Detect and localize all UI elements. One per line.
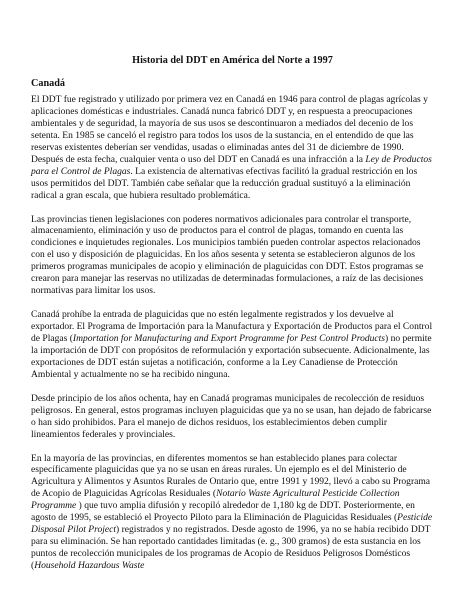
paragraph: [31, 309, 435, 381]
text-run: ) registrados y no registrados. Desde agosto de 1996, ya no se había recibido DDT para su eliminación. Se han reportado cantidades limitadas (e. g., 300 gramos) de esta sustancia en los puntos de recolección municipales de los programas de Acopio de Residuos Peligrosos Domésticos (: [31, 524, 431, 572]
paragraph: [31, 214, 435, 298]
italic-text-run: Notario Waste Agricultural Pesticide Collection Programme: [31, 488, 400, 512]
body-text: [31, 94, 435, 572]
text-run: ) que tuvo amplia difusión y recopiló alrededor de 1,180 kg de DDT. Posteriormente, en agosto de 1995, se estableció el Proyecto Piloto para la Eliminación de Plaguicidas Residuales (: [31, 500, 415, 524]
text-run: . La existencia de alternativas efectivas facilitó la gradual restricción en los usos permitidos del DDT. También cabe señalar que la reducción gradual sustituyó a la eliminación radical a gran escala, que hubiera resultado problemática.: [31, 165, 418, 201]
paragraph: [31, 393, 435, 441]
text-run: Desde principio de los años ochenta, hay en Canadá programas municipales de recolección de residuos peligrosos. En general, estos programas incluyen plaguicidas que ya no se usan, han dejado de fabricarse o han sido prohibidos. Para el manejo de dichos residuos, los establecimientos deben cumplir lineamientos federales y provinciales.: [31, 392, 432, 440]
text-run: ) no permite la importación de DDT con propósitos de reformulación y exportación subsecuente. Adicionalmente, las exportaciones de DDT están sujetas a notificación, conforme a la Ley Canadiense de Protección Ambiental y actualmente no se ha recibido ninguna.: [31, 333, 432, 380]
italic-text-run: Pesticide Disposal Pilot Project: [31, 512, 433, 536]
text-run: En la mayoría de las provincias, en diferentes momentos se han establecido planes para colectar específicamente plaguicidas que ya no se usan en áreas rurales. Un ejemplo es el del Ministerio de Agricultura y Alimentos y Asuntos Rurales de Ontario que, entre 1991 y 1992, llevó a cabo su Programa de Acopio de Plaguicidas Agrícolas Residuales (: [31, 452, 431, 500]
italic-text-run: Household Hazardous Waste: [34, 560, 145, 572]
paragraph: [31, 453, 435, 573]
paragraph: [31, 94, 435, 202]
text-run: El DDT fue registrado y utilizado por primera vez en Canadá en 1946 para control de plagas agrícolas y aplicaciones domésticas e industriales. Canadá nunca fabricó DDT y, en respuesta a preocupaciones ambientales y de seguridad, la mayoría de sus usos se descontinuaron a mediados del decenio de los setenta. En 1985 se canceló el registro para todos los usos de la sustancia, en el entendido de que las reservas existentes deberían ser vendidas, usadas o eliminadas antes del 31 de diciembre de 1990. Después de esta fecha, cualquier venta o uso del DDT en Canadá es una infracción a la: [31, 94, 428, 165]
italic-text-run: Ley de Productos para el Control de Plagas: [31, 153, 432, 177]
text-run: Las provincias tienen legislaciones con poderes normativos adicionales para controlar el transporte, almacenamiento, eliminación y uso de productos para el control de plagas, tomando en cuenta las condiciones e inquietudes regionales. Los municipios también pueden controlar aspectos relacionados con el uso y disposición de plaguicidas. En los años sesenta y setenta se establecieron algunos de los primeros programas municipales de acopio y eliminación de plaguicidas con DDT. Estos programas se crearon para manejar las reservas no utilizadas de determinadas formulaciones, a raíz de las decisiones normativas para limitar los usos.: [31, 213, 424, 297]
italic-text-run: Importation for Manufacturing and Export Programme for Pest Control Products: [72, 333, 386, 345]
section-heading: Canadá: [31, 78, 65, 89]
document-title: Historia del DDT en América del Norte a 1997: [132, 55, 333, 66]
text-run: Canadá prohíbe la entrada de plaguicidas que no estén legalmente registrados y los devuelve al exportador. El Programa de Importación para la Manufactura y Exportación de Productos para el Control de Plagas (: [31, 309, 433, 345]
